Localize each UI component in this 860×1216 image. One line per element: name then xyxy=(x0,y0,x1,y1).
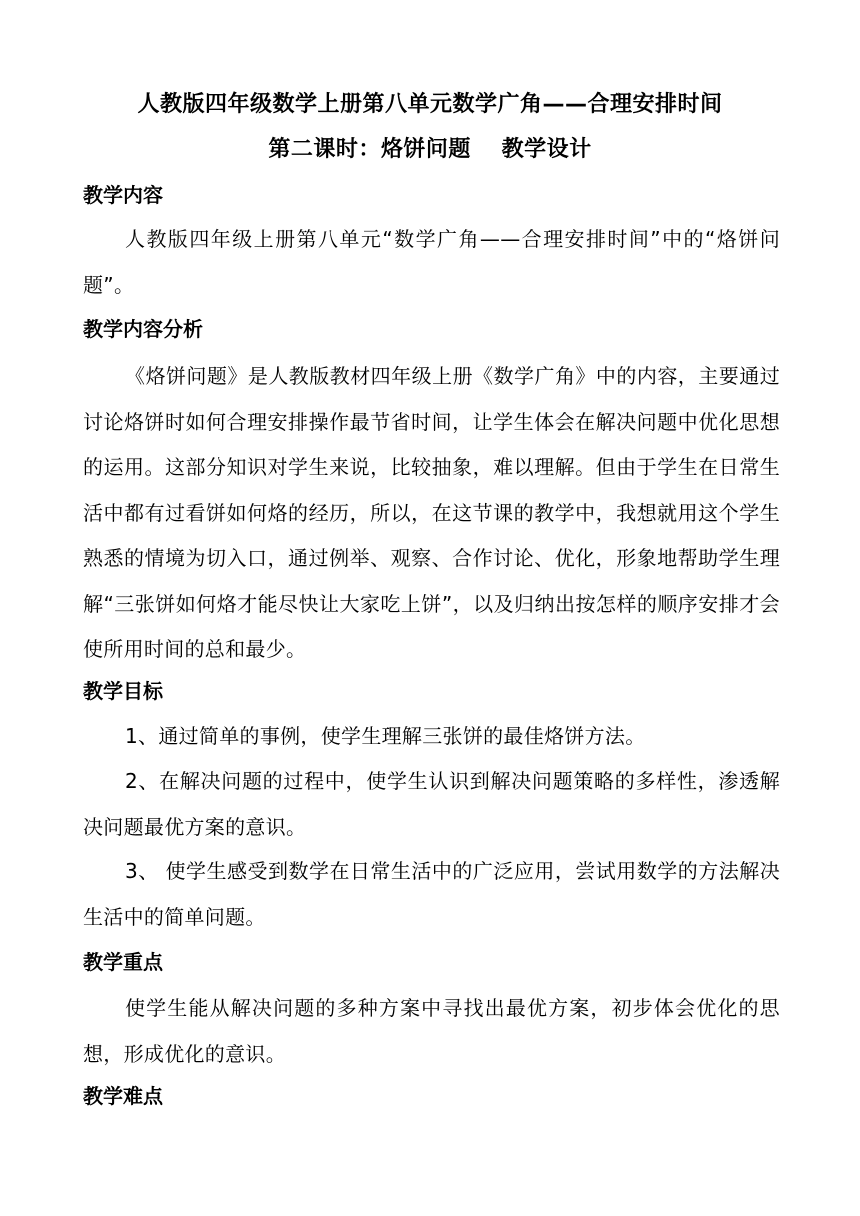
document-subtitle: 第二课时：烙饼问题 教学设计 xyxy=(268,137,592,162)
document-title: 人教版四年级数学上册第八单元数学广角——合理安排时间 xyxy=(137,92,723,117)
section-heading-analysis: 教学内容分析 xyxy=(83,317,203,341)
goal-item-2: 2、在解决问题的过程中，使学生认识到解决问题策略的多样性，渗透解决问题最优方案的意识。 xyxy=(83,769,780,839)
section-heading-difficulties: 教学难点 xyxy=(83,1084,163,1108)
section-text-analysis: 《烙饼问题》是人教版教材四年级上册《数学广角》中的内容，主要通过讨论烙饼时如何合理安排操作最节省时间，让学生体会在解决问题中优化思想的运用。这部分知识对学生来说，比较抽象，难以理解。但由于学生在日常生活中都有过看饼如何烙的经历，所以，在这节课的教学中，我想就用这个学生熟悉的情境为切入口，通过例举、观察、合作讨论、优化，形象地帮助学生理解“三张饼如何烙才能尽快让大家吃上饼”，以及归纳出按怎样的顺序安排才会使所用时间的总和最少。 xyxy=(83,364,780,661)
section-heading-key-points: 教学重点 xyxy=(83,950,163,974)
section-heading-content: 教学内容 xyxy=(83,183,163,207)
section-text-key-points: 使学生能从解决问题的多种方案中寻找出最优方案，初步体会优化的思想，形成优化的意识。 xyxy=(83,996,780,1066)
section-text-content: 人教版四年级上册第八单元“数学广角——合理安排时间”中的“烙饼问题”。 xyxy=(83,227,780,297)
section-heading-goals: 教学目标 xyxy=(83,679,163,703)
goal-item-3: 3、 使学生感受到数学在日常生活中的广泛应用，尝试用数学的方法解决生活中的简单问题。 xyxy=(83,859,780,929)
goal-item-1: 1、通过简单的事例，使学生理解三张饼的最佳烙饼方法。 xyxy=(125,724,646,748)
